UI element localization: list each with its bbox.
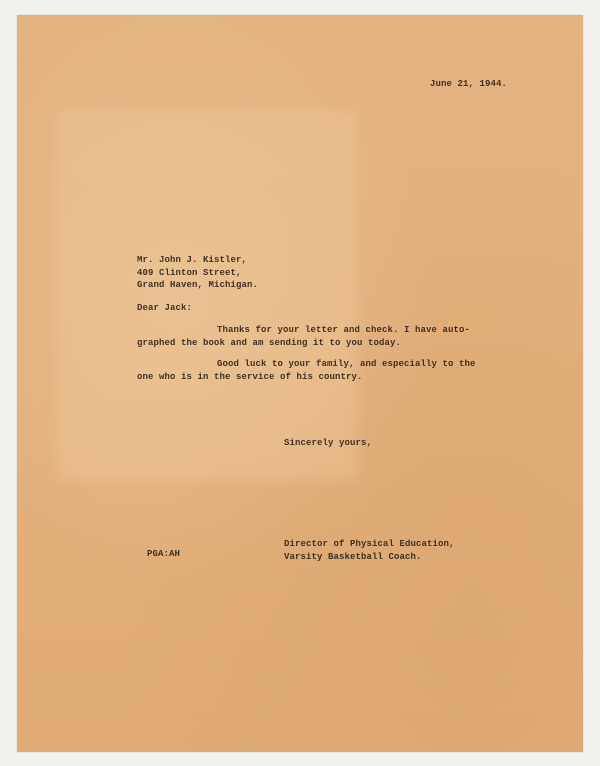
signer-title-line-2: Varsity Basketball Coach.: [284, 551, 422, 562]
letter-date: June 21, 1944.: [430, 79, 508, 89]
address-line-name: Mr. John J. Kistler,: [137, 255, 248, 265]
paragraph-2-line-1: Good luck to your family, and especially to the: [217, 359, 476, 369]
paragraph-2-line-2: one who is in the service of his country.: [137, 371, 363, 382]
body-paragraph-2: [137, 358, 476, 383]
letter-page: [17, 15, 583, 752]
recipient-address: [137, 254, 258, 292]
complimentary-closing: Sincerely yours,: [284, 438, 373, 448]
salutation: Dear Jack:: [137, 303, 193, 313]
address-line-street: 409 Clinton Street,: [137, 267, 242, 278]
address-line-city: Grand Haven, Michigan.: [137, 280, 259, 290]
paragraph-1-line-1: Thanks for your letter and check. I have auto-: [217, 325, 471, 335]
paper-stain: [57, 110, 357, 480]
signer-title: [284, 538, 455, 563]
reference-initials: PGA:AH: [147, 549, 181, 559]
body-paragraph-1: [137, 324, 470, 349]
signer-title-line-1: Director of Physical Education,: [284, 539, 455, 549]
paragraph-1-line-2: graphed the book and am sending it to you today.: [137, 337, 402, 348]
